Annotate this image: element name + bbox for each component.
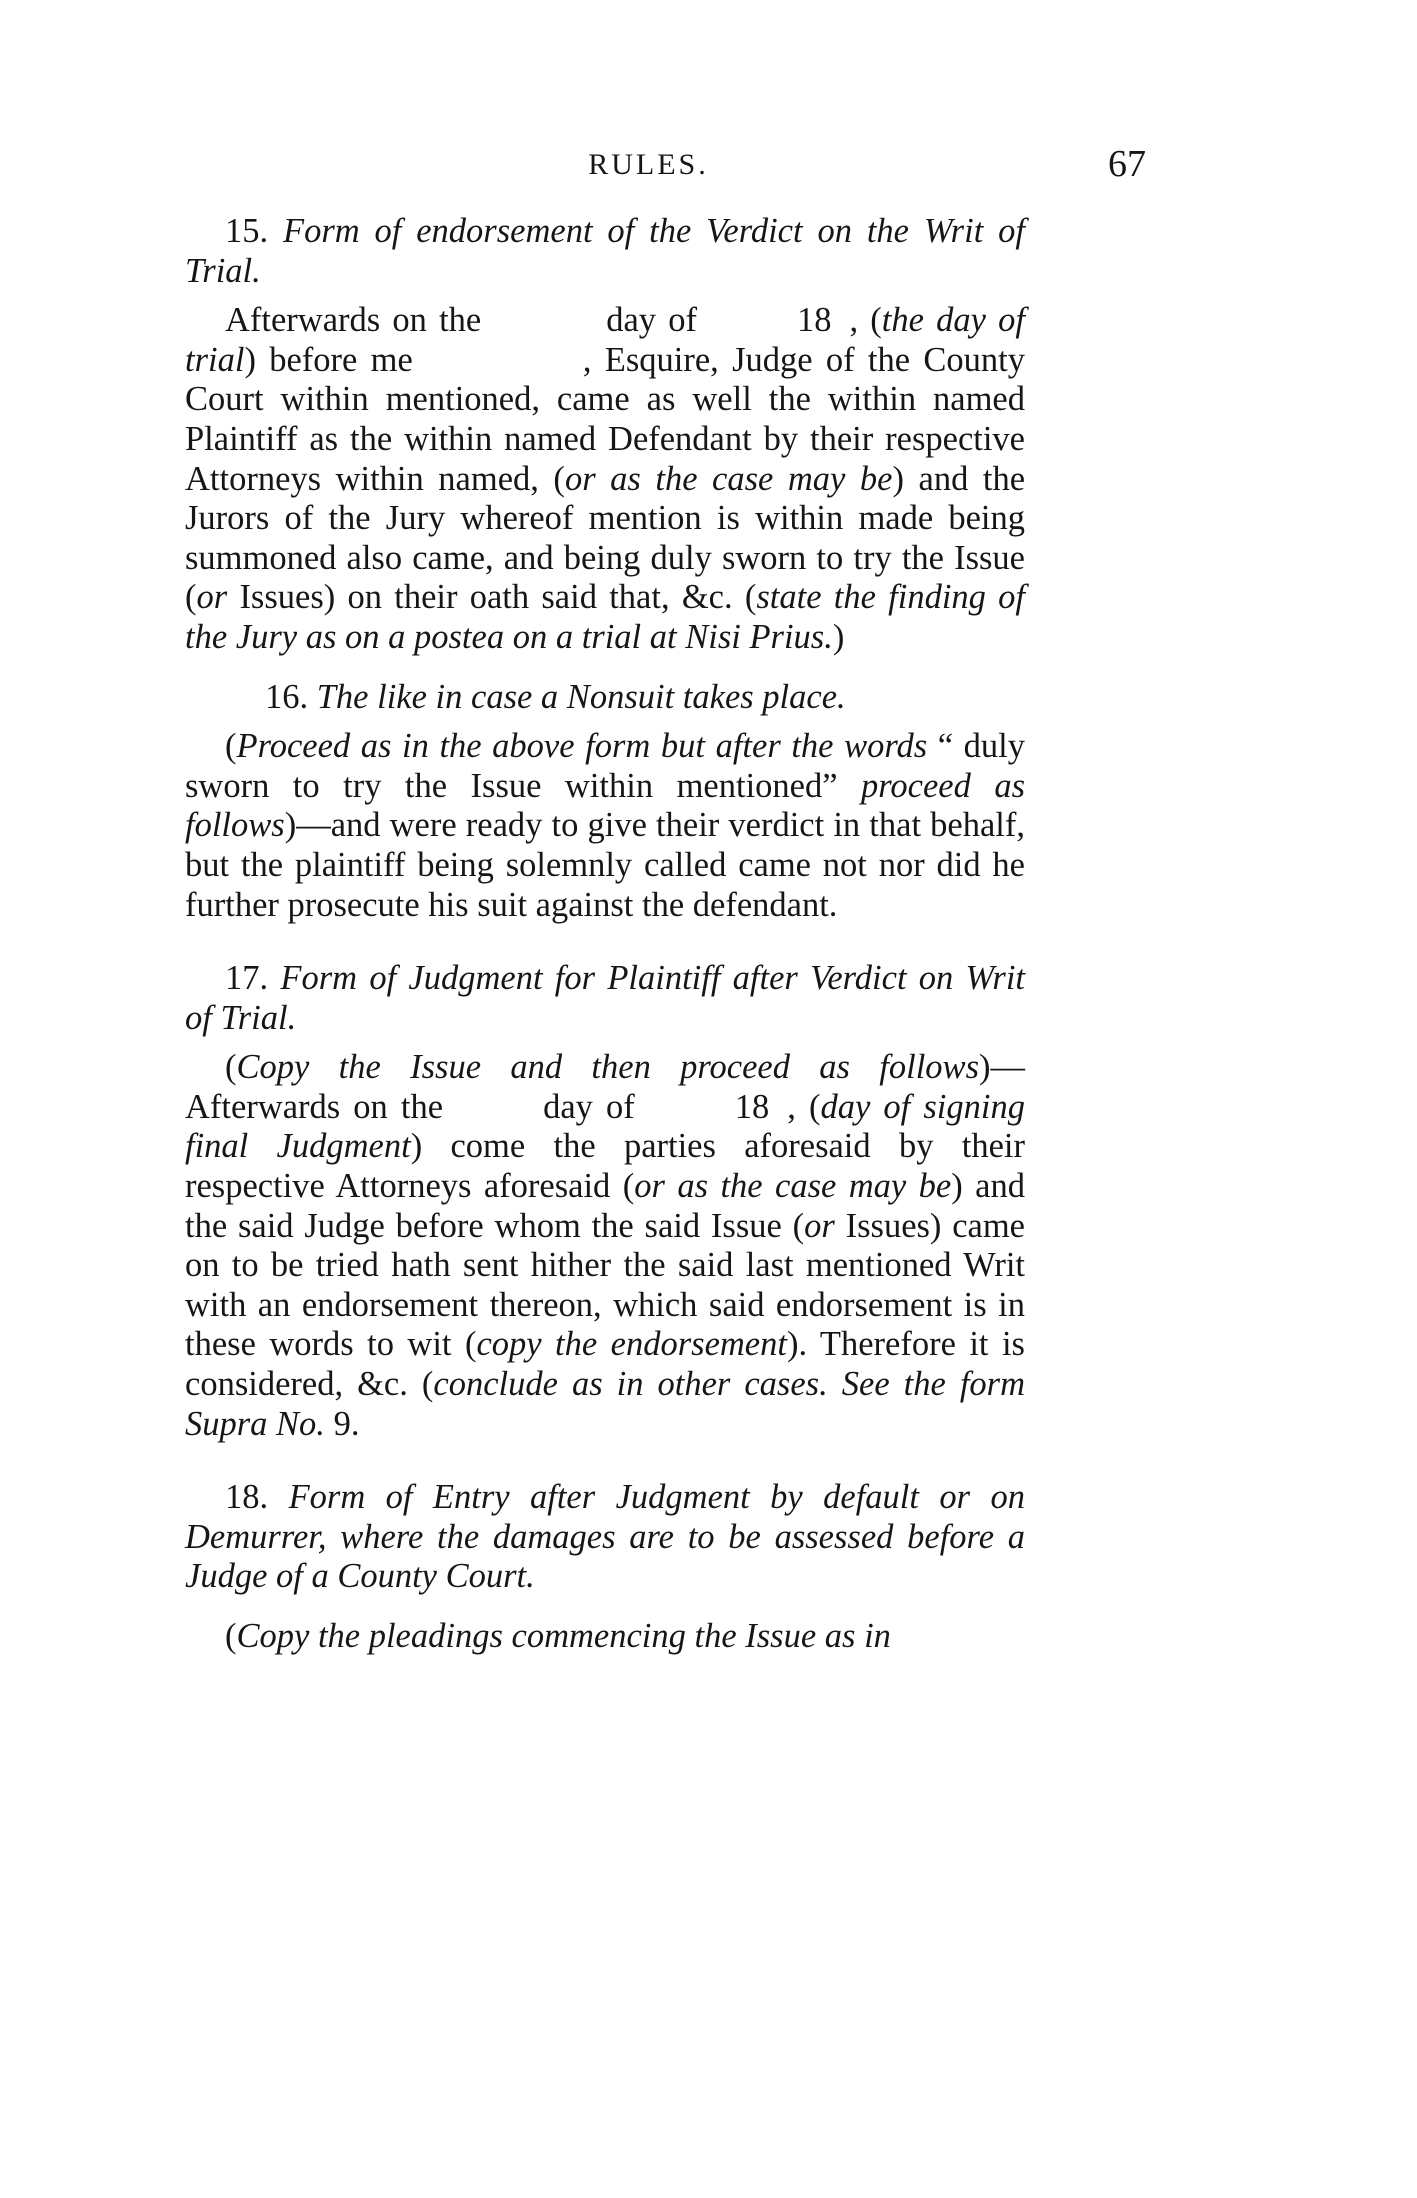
text-run-italic: or as the case may be [564, 459, 893, 498]
text-run-italic: or [804, 1206, 835, 1245]
section-18-title: Form of Entry after Judgment by default or on Demurrer, where the damages are to be assessed before a Judge of a County Court. [185, 1478, 1025, 1596]
text-run: 9. [324, 1404, 360, 1443]
section-16-title: The like in case a Nonsuit takes place. [316, 677, 846, 716]
text-run: 18 [734, 1087, 770, 1126]
section-16-number: 16. [265, 677, 309, 716]
text-run-italic: or as the case may be [634, 1167, 952, 1206]
section-17-heading [185, 959, 1025, 1038]
text-run-italic: proceed as follows [185, 766, 1026, 845]
text-run: Issues) on their oath said that, &c. ( [227, 578, 757, 617]
text-run: Afterwards on the [225, 301, 482, 340]
text-run-italic: or [196, 578, 228, 617]
text-run-italic: Copy the pleadings commencing the Issue as in [236, 1617, 891, 1655]
text-run: , Esquire, Judge of the County Court within mentioned, came as well the within named Plaintiff as the within named Defendant by their respective Attorneys within named, ( [185, 340, 1025, 498]
text-run-italic: copy the endorsement [476, 1325, 787, 1364]
section-15-heading [185, 212, 1025, 291]
text-run: 18 [796, 301, 832, 340]
section-15-paragraph [185, 301, 1025, 657]
section-17-paragraph [185, 1048, 1025, 1444]
text-run: day of [606, 301, 697, 340]
text-run: “ duly sworn to try the Issue within mentioned” [185, 727, 1025, 805]
text-run [828, 1365, 842, 1403]
section-18-heading [185, 1478, 1025, 1597]
text-run-italic: Proceed as in the above form but after the words [236, 727, 928, 766]
section-16-paragraph [185, 727, 1025, 925]
page-body [185, 212, 1025, 1657]
text-run: day of [543, 1087, 635, 1126]
text-run: ) and the Jurors of the Jury whereof mention is within made being summoned also came, and being duly sworn to try the Issue ( [185, 459, 1026, 617]
text-run: )—and were ready to give their verdict in that behalf, but the plaintiff being solemnly called came not nor did he further prosecute his suit against the defendant. [185, 806, 1025, 924]
section-17-number: 17. [225, 959, 269, 998]
section-15-title: Form of endorsement of the Verdict on the Writ of Trial. [185, 212, 1025, 290]
text-run: ( [225, 1617, 237, 1655]
section-17-title: Form of Judgment for Plaintiff after Verdict on Writ of Trial. [185, 959, 1025, 1037]
section-15-number: 15. [225, 212, 269, 250]
text-run: ( [225, 727, 237, 766]
text-run: )— Afterwards on the [185, 1048, 1025, 1126]
text-run-italic: the day of trial [185, 301, 1025, 379]
text-run: , ( [849, 301, 882, 340]
text-run-italic: See the form Supra No. [185, 1365, 1026, 1443]
running-header: RULES. [588, 148, 709, 181]
section-16-heading [185, 678, 1025, 718]
text-run: ) and the said Judge before whom the said Issue ( [185, 1167, 1025, 1245]
text-run: ) before me [244, 340, 413, 379]
text-run: ). Therefore it is considered, &c. ( [185, 1325, 1025, 1404]
text-run-italic: day of signing final Judgment [185, 1087, 1025, 1166]
page-number: 67 [1108, 143, 1146, 185]
text-run: Issues) came on to be tried hath sent hither the said last mentioned Writ with an endorsement thereon, which said endorsement is in these words to wit ( [185, 1206, 1025, 1364]
section-18-paragraph [185, 1617, 1025, 1657]
text-run: ) [832, 617, 845, 656]
text-run-italic: conclude as in other cases. [433, 1365, 828, 1404]
text-run-italic: state the finding of the Jury as on a postea on a trial at Nisi Prius. [185, 578, 1025, 656]
text-run: ) come the parties aforesaid by their respective Attorneys aforesaid ( [185, 1127, 1025, 1206]
text-run: ( [225, 1048, 237, 1087]
text-run-italic: Copy the Issue and then proceed as follows [236, 1048, 979, 1087]
text-run: , ( [787, 1087, 821, 1126]
section-18-number: 18. [225, 1478, 269, 1517]
